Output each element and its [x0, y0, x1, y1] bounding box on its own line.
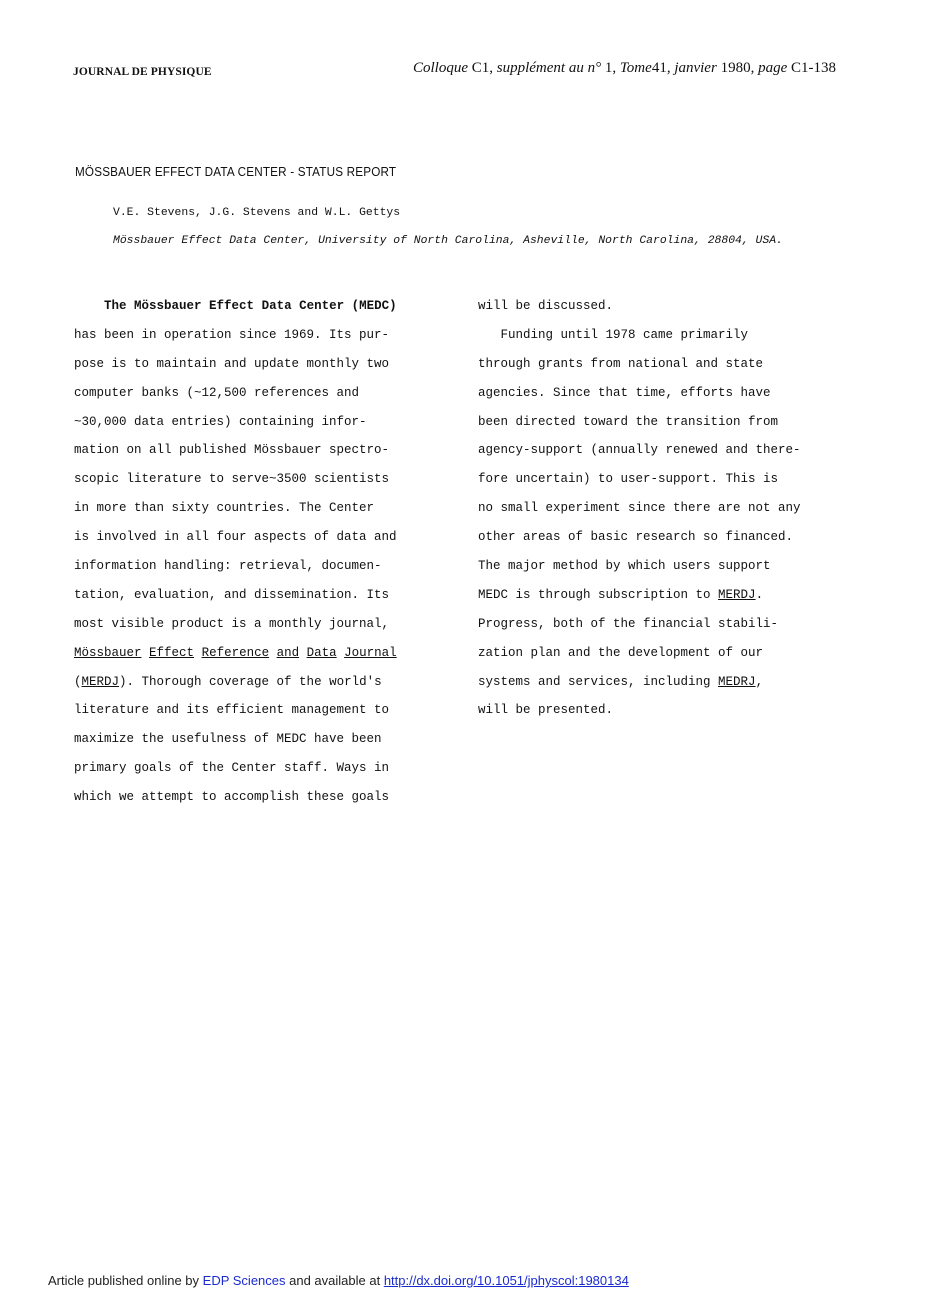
text-line: mation on all published Mössbauer spectro- — [74, 443, 390, 458]
tome-number: 41, — [651, 60, 671, 76]
colloque-number: C1, — [471, 60, 494, 76]
article-affiliation: Mössbauer Effect Data Center, University of North Carolina, Asheville, North Carolina, 28804, USA. — [113, 235, 783, 247]
underlined-word: MEDRJ — [718, 674, 756, 689]
text-line: computer banks (~12,500 references and — [74, 385, 360, 400]
text-line: will be presented. — [478, 703, 614, 718]
text-line: maximize the usefulness of MEDC have been — [74, 732, 382, 747]
text-line: ~30,000 data entries) containing infor- — [74, 414, 367, 429]
underlined-word: MERDJ — [81, 674, 120, 689]
footer-middle: and available at — [285, 1273, 384, 1288]
page-word: page — [758, 60, 788, 76]
text-line: literature and its efficient management to — [74, 703, 390, 718]
colloque-reference — [413, 60, 836, 77]
text-line: agency-support (annually renewed and there- — [478, 443, 801, 458]
underlined-word: Mössbauer — [74, 645, 142, 660]
doi-link[interactable]: http://dx.doi.org/10.1051/jphyscol:1980134 — [383, 1273, 629, 1288]
text-line: in more than sixty countries. The Center — [74, 501, 375, 516]
footer-note — [48, 1273, 629, 1288]
text-line: zation plan and the development of our — [478, 645, 764, 660]
body-column-right — [478, 292, 801, 725]
publisher-link[interactable]: EDP Sciences — [202, 1273, 286, 1288]
text-line: Progress, both of the financial stabili- — [478, 616, 779, 631]
footer-prefix: Article published online by — [48, 1273, 203, 1288]
underlined-word: and — [276, 645, 300, 660]
article-title: MÖSSBAUER EFFECT DATA CENTER - STATUS REPORT — [75, 164, 397, 179]
text-line: pose is to maintain and update monthly two — [74, 356, 390, 371]
text-line: tation, evaluation, and dissemination. Its — [74, 587, 390, 602]
text-line: which we attempt to accomplish these goals — [74, 790, 390, 805]
year: 1980, — [720, 60, 755, 76]
text-line: has been in operation since 1969. Its pur- — [74, 327, 390, 342]
underlined-word: Effect — [149, 645, 195, 660]
text-line: scopic literature to serve~3500 scientists — [74, 472, 390, 487]
underlined-word: Reference — [201, 645, 270, 660]
text-line: through grants from national and state — [478, 356, 764, 371]
article-authors: V.E. Stevens, J.G. Stevens and W.L. Gettys — [113, 207, 401, 219]
text-line: agencies. Since that time, efforts have — [478, 385, 771, 400]
text-line: been directed toward the transition from — [478, 414, 779, 429]
colloque-word: Colloque — [413, 60, 468, 76]
month: janvier — [674, 60, 717, 76]
supplement-word: supplément au n° — [496, 60, 602, 76]
text-line: is involved in all four aspects of data and — [74, 530, 397, 545]
journal-name: JOURNAL DE PHYSIQUE — [73, 66, 212, 78]
text-line: The Mössbauer Effect Data Center (MEDC) — [104, 299, 397, 313]
text-line: no small experiment since there are not any — [478, 501, 801, 516]
text-line: fore uncertain) to user-support. This is — [478, 472, 779, 487]
text-line: The major method by which users support — [478, 559, 771, 574]
underlined-word: Journal — [344, 645, 397, 660]
text-line: systems and services, including MEDRJ, — [478, 674, 764, 689]
text-line: Funding until 1978 came primarily — [478, 327, 749, 342]
text-line-journal-title — [74, 639, 397, 668]
text-line: information handling: retrieval, documen- — [74, 559, 382, 574]
underlined-word: MERDJ — [718, 587, 756, 602]
tome-word: Tome — [619, 60, 652, 76]
text-line: will be discussed. — [478, 299, 614, 313]
text-line: (MERDJ). Thorough coverage of the world's — [74, 674, 382, 689]
text-line: primary goals of the Center staff. Ways in — [74, 761, 390, 776]
text-line: MEDC is through subscription to MERDJ. — [478, 587, 764, 602]
underlined-word: Data — [306, 645, 337, 660]
text-line: other areas of basic research so financed. — [478, 530, 794, 545]
page-number: C1-138 — [790, 60, 836, 76]
body-column-left — [74, 292, 397, 812]
text-line: most visible product is a monthly journal, — [74, 616, 390, 631]
issue-number: 1, — [604, 60, 617, 76]
